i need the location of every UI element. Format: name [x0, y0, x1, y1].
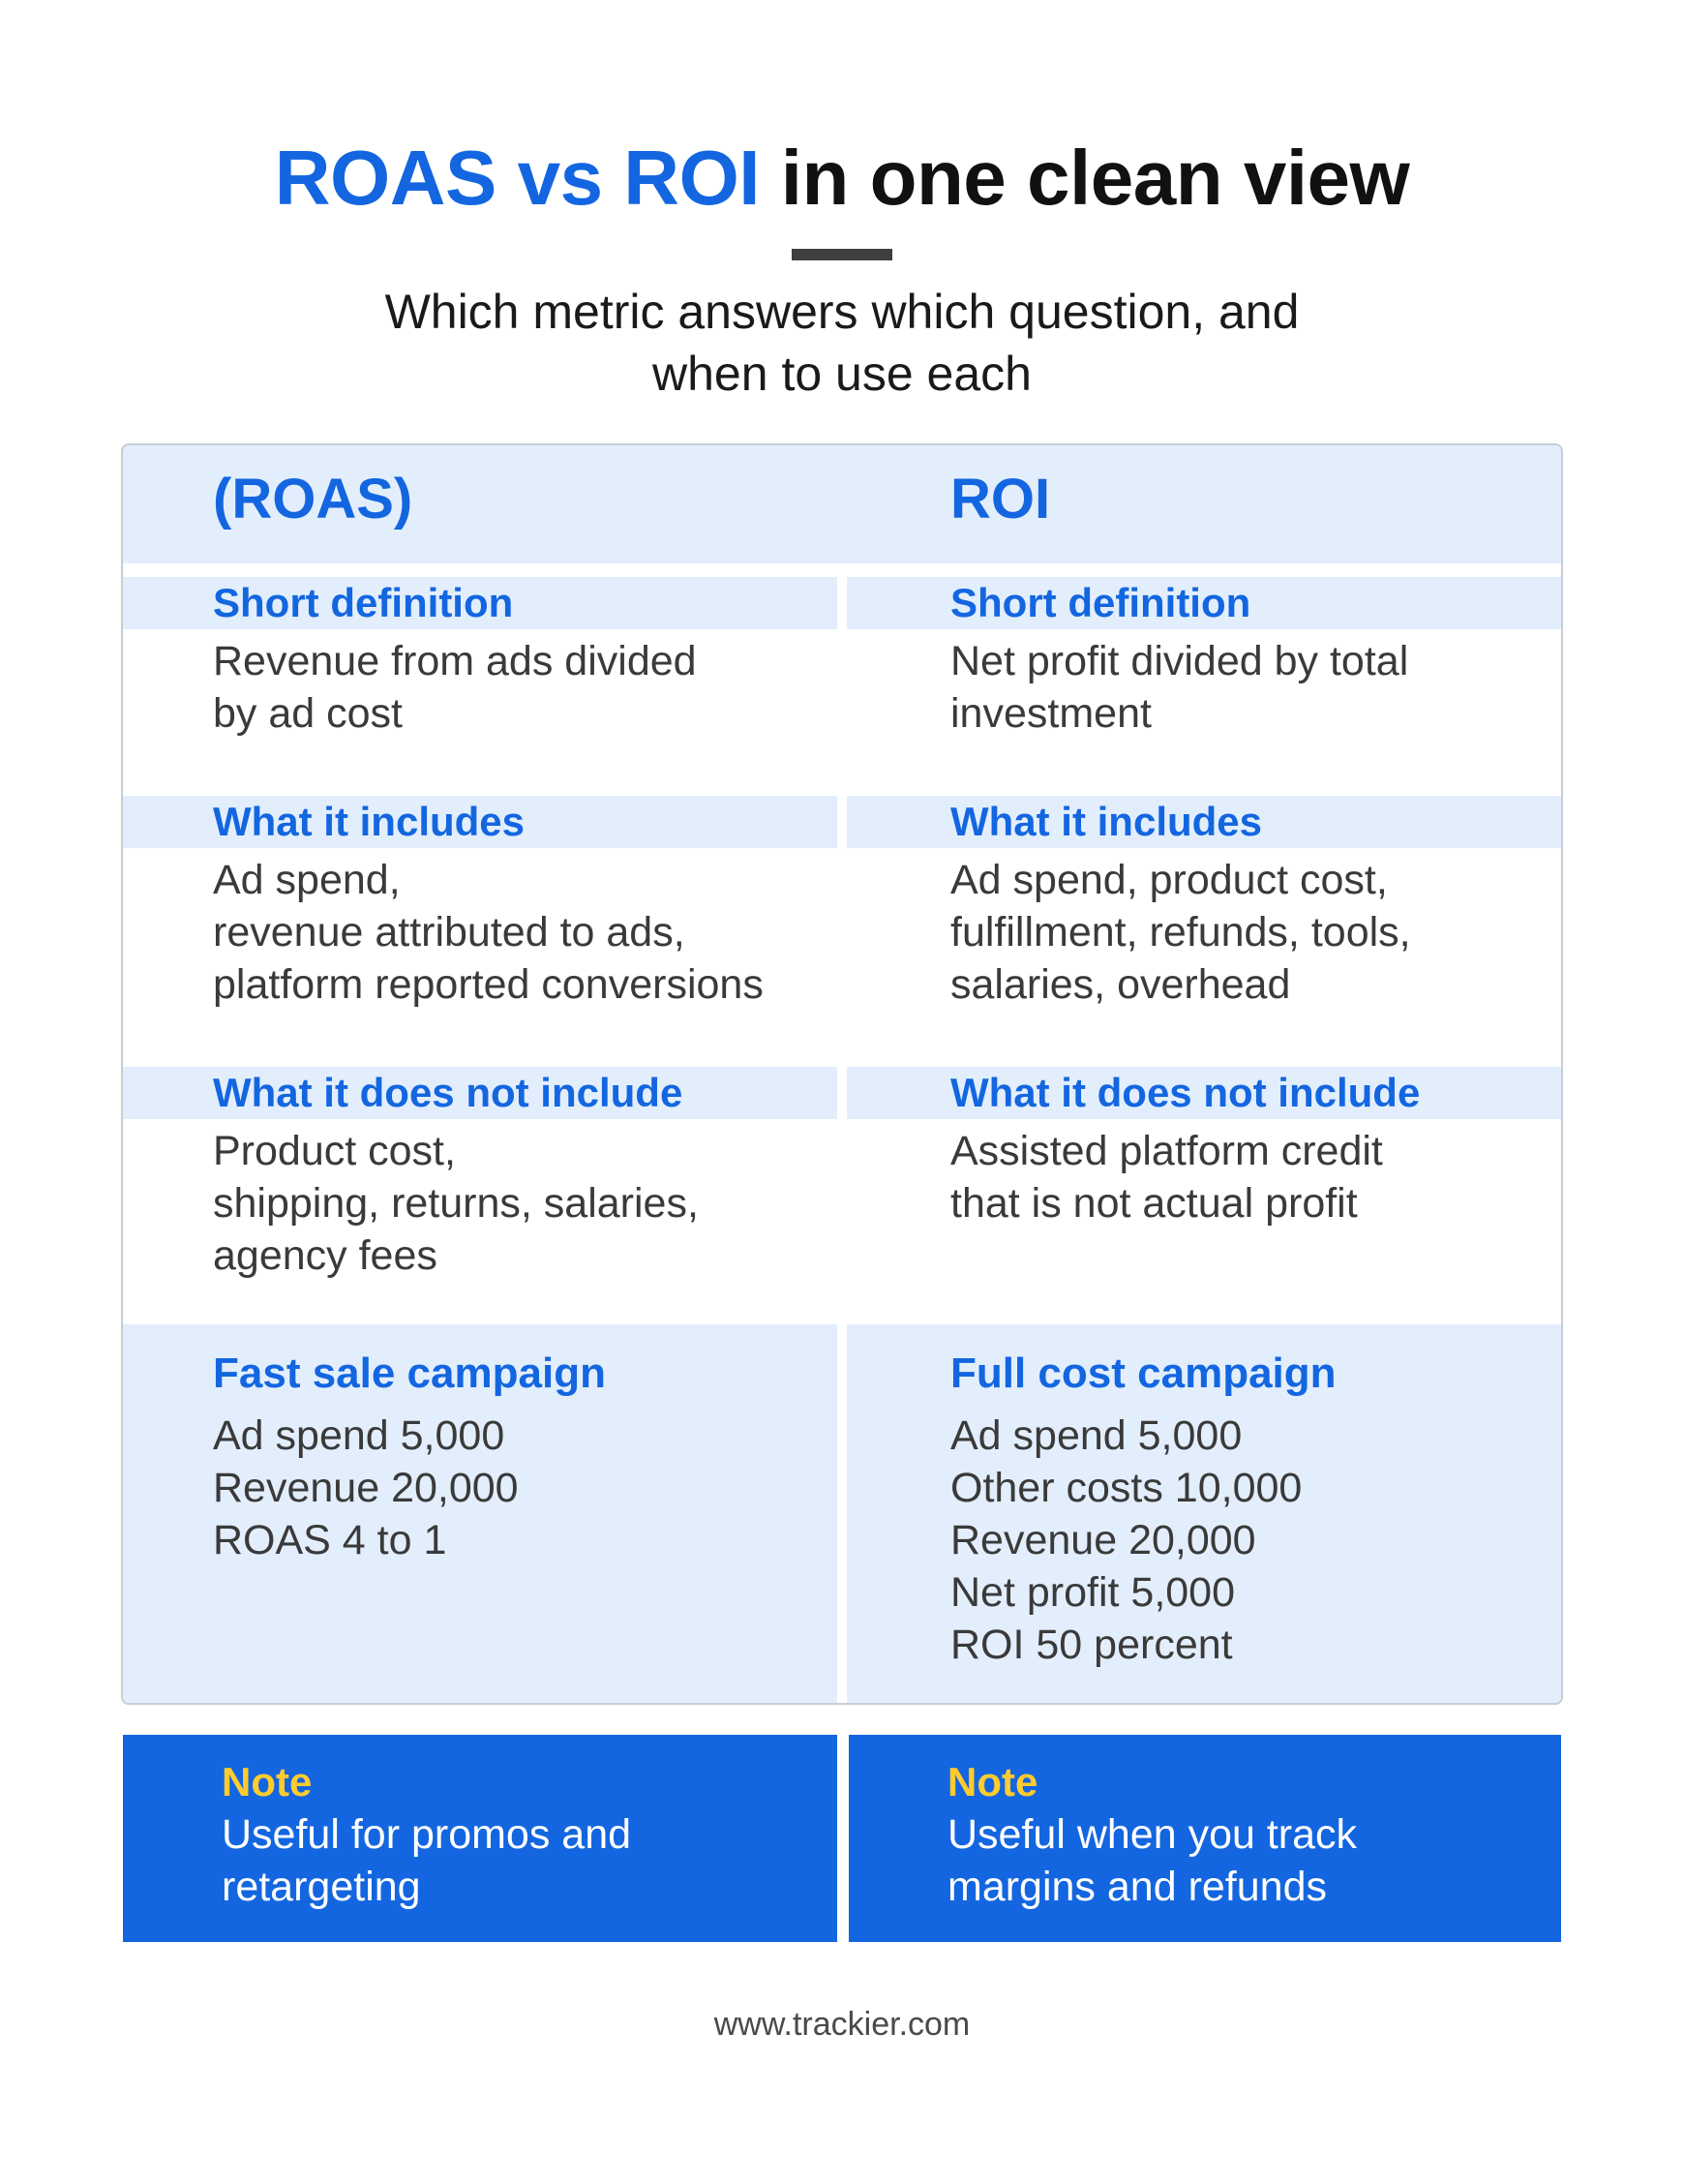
roi-note-text: [947, 1808, 1357, 1913]
roas-note-line: Useful for promos and: [222, 1811, 632, 1858]
roi-excludes-line: that is not actual profit: [950, 1180, 1358, 1227]
roi-example-line: Ad spend 5,000: [950, 1412, 1243, 1459]
roi-short-definition-line: investment: [950, 690, 1152, 737]
roas-excludes-label: What it does not include: [213, 1070, 683, 1115]
page-subtitle: [0, 281, 1684, 405]
roas-includes-line: revenue attributed to ads,: [213, 909, 685, 956]
roas-excludes-band: [123, 1067, 837, 1119]
title-divider: [792, 249, 892, 260]
page-title: [0, 134, 1684, 223]
roas-example-line: ROAS 4 to 1: [213, 1517, 447, 1563]
roas-short-definition-line: by ad cost: [213, 690, 403, 737]
roas-excludes-text: [213, 1125, 699, 1282]
footer-url: www.trackier.com: [713, 2006, 971, 2043]
roi-includes-line: fulfillment, refunds, tools,: [950, 909, 1411, 956]
roi-includes-text: [950, 854, 1411, 1011]
comparison-table: [121, 443, 1563, 1705]
roi-example-line: Revenue 20,000: [950, 1517, 1256, 1563]
roas-short-definition-line: Revenue from ads divided: [213, 638, 697, 684]
roi-includes-band: [847, 796, 1561, 848]
roas-excludes-line: agency fees: [213, 1232, 437, 1279]
roi-note-line: margins and refunds: [947, 1864, 1327, 1910]
roas-example-text: [213, 1410, 519, 1566]
roas-includes-label: What it includes: [213, 799, 526, 844]
roi-example-line: ROI 50 percent: [950, 1622, 1233, 1668]
roi-example-line: Net profit 5,000: [950, 1569, 1236, 1616]
roas-includes-line: platform reported conversions: [213, 961, 764, 1008]
subtitle-line-2: when to use each: [652, 347, 1032, 401]
roas-excludes-line: shipping, returns, salaries,: [213, 1180, 699, 1227]
roas-note-line: retargeting: [222, 1864, 421, 1910]
roas-example-title: Fast sale campaign: [213, 1350, 606, 1397]
roas-excludes-line: Product cost,: [213, 1128, 456, 1174]
roas-includes-text: [213, 854, 764, 1011]
table-header: [123, 445, 1561, 563]
subtitle-line-1: Which metric answers which question, and: [384, 285, 1300, 339]
roas-short-definition-label: Short definition: [213, 580, 514, 625]
roas-example-line: Revenue 20,000: [213, 1465, 519, 1511]
roi-column-title: ROI: [950, 468, 1051, 531]
roi-example-title: Full cost campaign: [950, 1350, 1337, 1397]
roi-excludes-line: Assisted platform credit: [950, 1128, 1383, 1174]
roi-short-definition-line: Net profit divided by total: [950, 638, 1409, 684]
roi-excludes-text: [950, 1125, 1383, 1229]
roas-short-definition-band: [123, 577, 837, 629]
roas-note-text: [222, 1808, 631, 1913]
roi-example-text: [950, 1410, 1302, 1671]
roi-excludes-band: [847, 1067, 1561, 1119]
roas-includes-band: [123, 796, 837, 848]
page-title-accent: ROAS vs ROI: [274, 135, 761, 221]
roi-note-label: Note: [947, 1759, 1038, 1805]
roas-example-line: Ad spend 5,000: [213, 1412, 505, 1459]
roi-includes-line: Ad spend, product cost,: [950, 857, 1388, 903]
roi-includes-label: What it includes: [950, 799, 1263, 844]
roi-excludes-label: What it does not include: [950, 1070, 1421, 1115]
roas-note-label: Note: [222, 1759, 313, 1805]
roi-short-definition-label: Short definition: [950, 580, 1251, 625]
roi-includes-line: salaries, overhead: [950, 961, 1291, 1008]
roi-example-line: Other costs 10,000: [950, 1465, 1303, 1511]
roi-note: [849, 1735, 1561, 1942]
roas-column-title: (ROAS): [213, 468, 413, 531]
roi-short-definition-text: [950, 635, 1408, 740]
roi-short-definition-band: [847, 577, 1561, 629]
roas-note: [123, 1735, 837, 1942]
roas-example-panel: [123, 1324, 837, 1705]
roas-includes-line: Ad spend,: [213, 857, 401, 903]
roas-short-definition-text: [213, 635, 697, 740]
roi-note-line: Useful when you track: [947, 1811, 1358, 1858]
roi-example-panel: [847, 1324, 1561, 1705]
page-title-rest: in one clean view: [780, 135, 1410, 221]
